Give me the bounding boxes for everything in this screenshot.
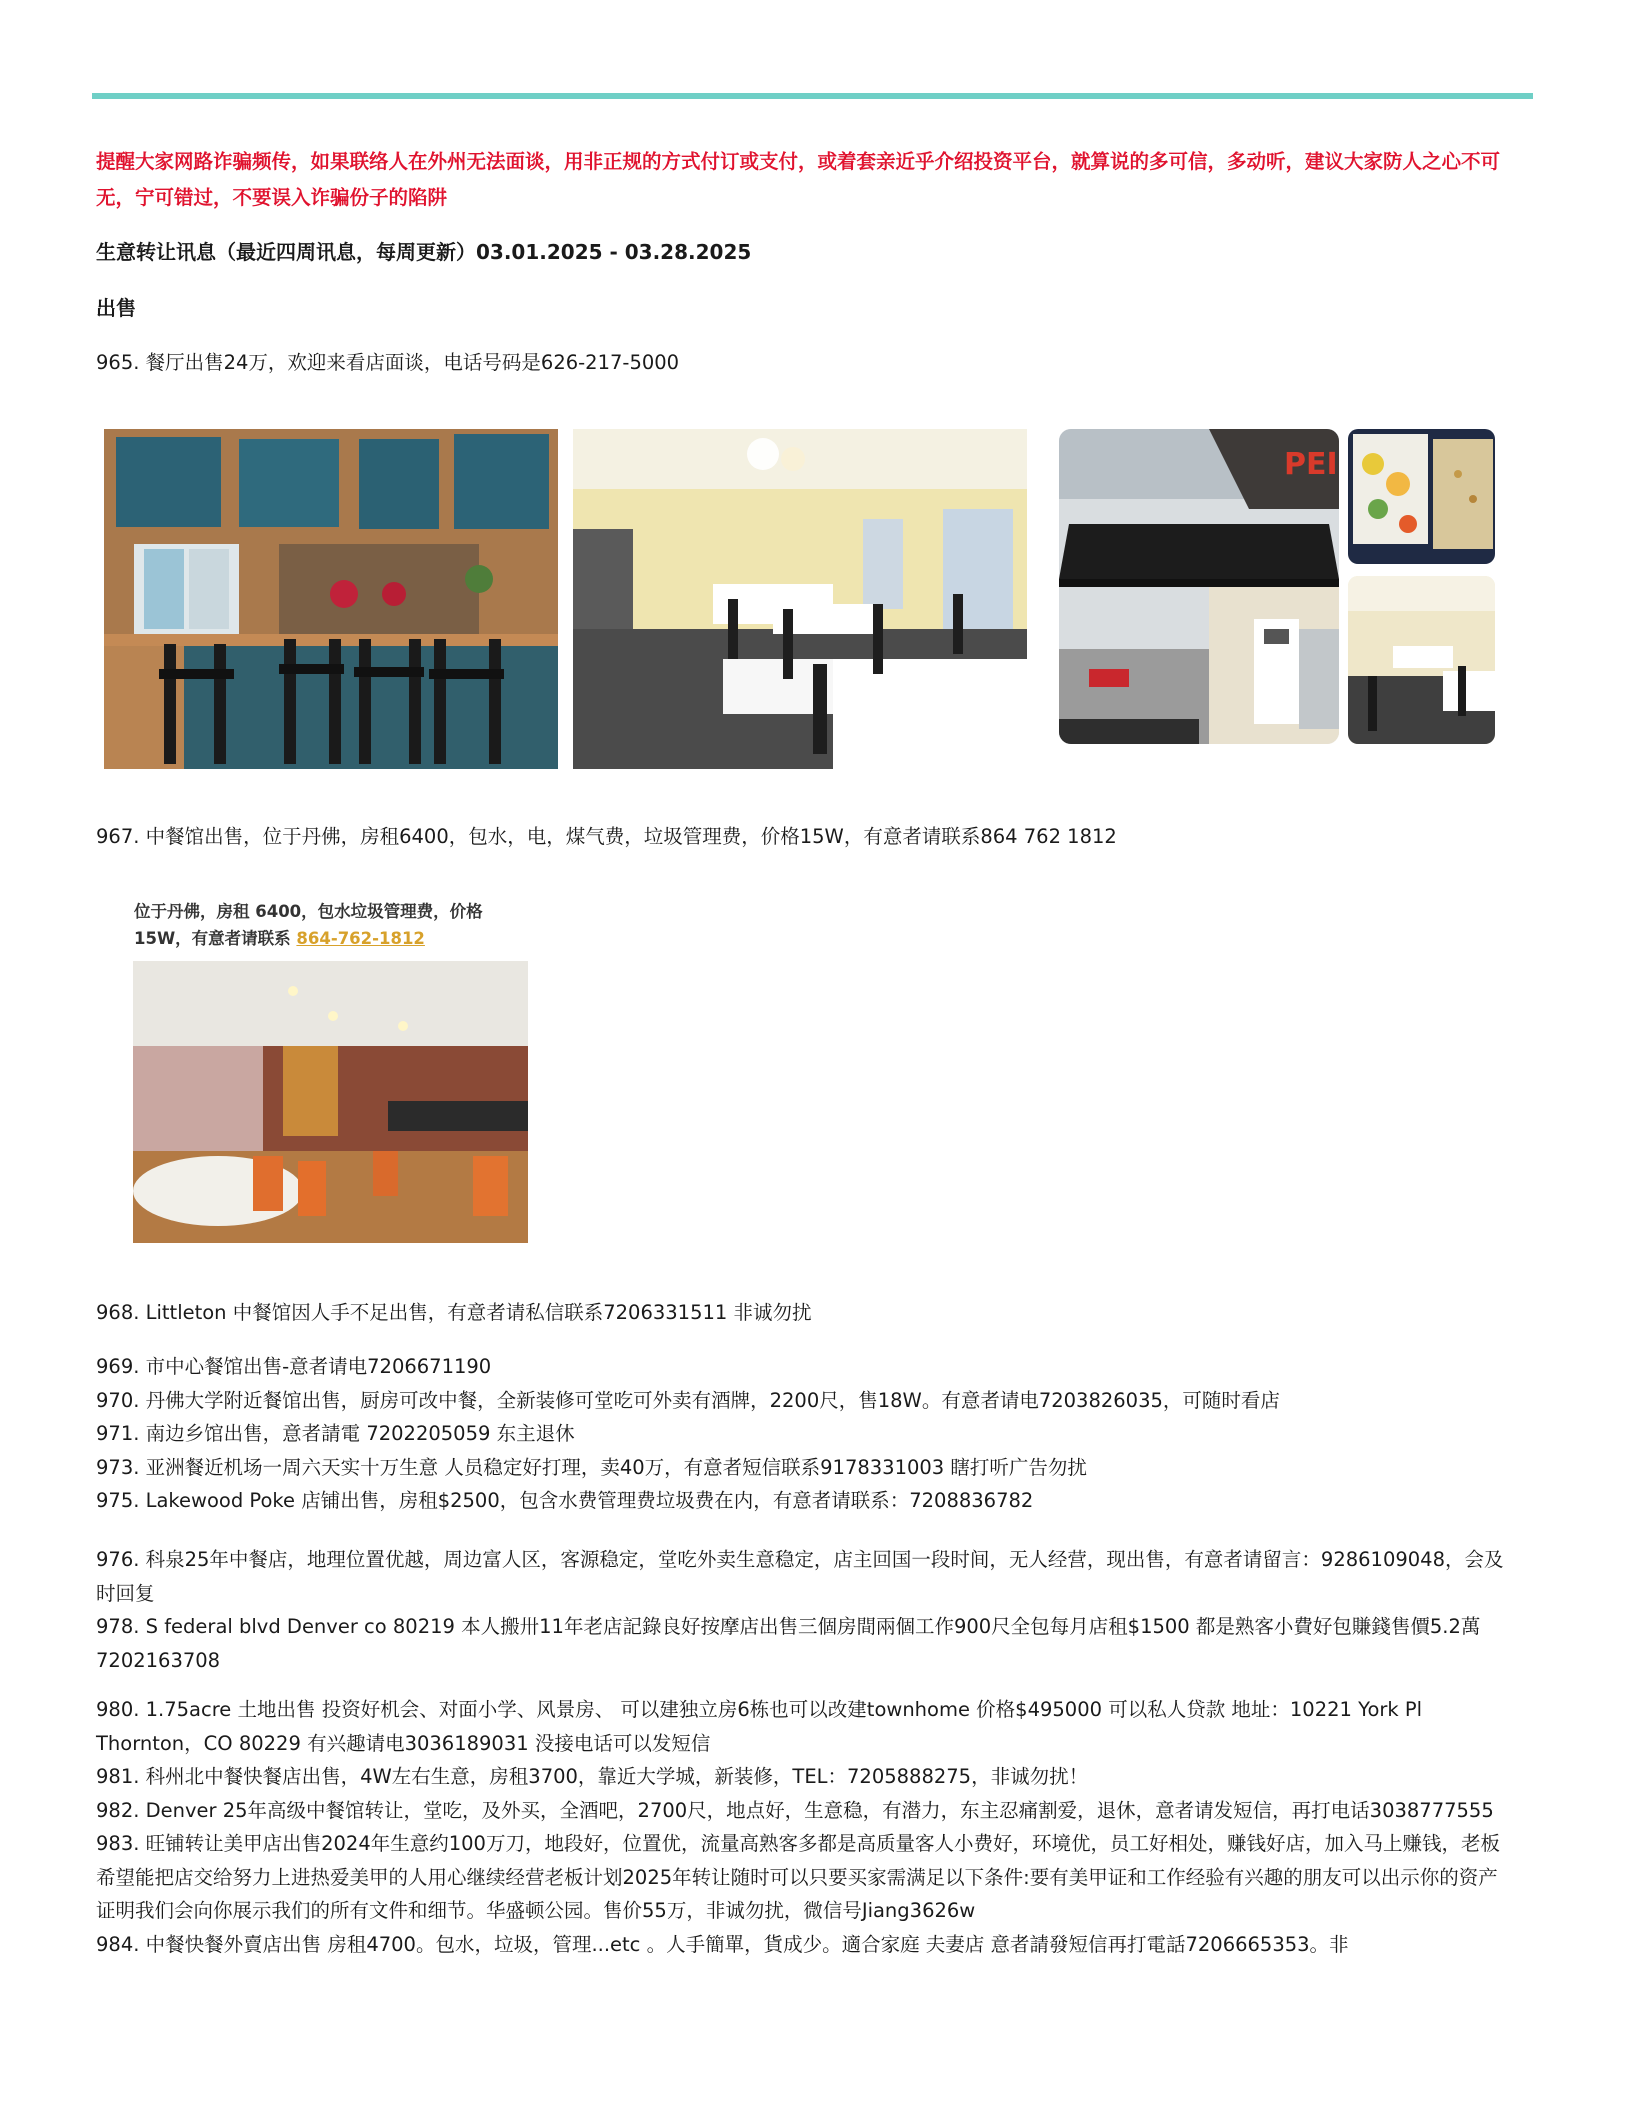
listing-984: 984. 中餐快餐外賣店出售 房租4700。包水，垃圾，管理...etc 。人手簡單，貨成少。適合家庭 夫妻店 意者請發短信再打電話7206665353。非 <box>96 1932 1349 1956</box>
listing-group-2 <box>96 1543 1516 1677</box>
listing-968: 968. Littleton 中餐馆因人手不足出售，有意者请私信联系7206331511 非诚勿扰 <box>96 1301 812 1324</box>
listing-975: 975. Lakewood Poke 店铺出售，房租$2500，包含水费管理费垃圾费在内，有意者请联系：7208836782 <box>96 1489 1034 1512</box>
listing-983: 983. 旺铺转让美甲店出售2024年生意约100万刀，地段好，位置优，流量高熟客多都是高质量客人小费好，环境优，员工好相处，赚钱好店，加入马上赚钱，老板希望能把店交给努力上进热爱美甲的人用心继续经营老板计划2025年转让随时可以只要买家需满足以下条件:要有美甲证和工作经验有兴趣的朋友可以出示你的资产证明我们会向你展示我们的所有文件和细节。华盛顿公园。售价55万，非诚勿扰，微信号Jiang3626w <box>96 1832 1500 1922</box>
exterior-photo <box>1059 429 1339 744</box>
dining-room-photo <box>573 429 1027 769</box>
fraud-warning: 提醒大家网路诈骗频传，如果联络人在外州无法面谈，用非正规的方式付订或支付，或着套亲近乎介绍投资平台，就算说的多可信，多动听，建议大家防人之心不可无，宁可错过，不要误入诈骗份子的陷阱 <box>96 150 1501 209</box>
listing-976: 976. 科泉25年中餐店，地理位置优越，周边富人区，客源稳定，堂吃外卖生意稳定，店主回国一段时间，无人经营，现出售，有意者请留言：9286109048，会及时回复 <box>96 1548 1504 1605</box>
small-dining-photo <box>1348 576 1495 744</box>
listing-965: 965. 餐厅出售24万，欢迎来看店面谈，电话号码是626-217-5000 <box>96 351 680 374</box>
listing-group-1 <box>96 1350 1516 1518</box>
ad-caption-text: 15W，有意者请联系 <box>134 929 297 948</box>
listing-973: 973. 亚洲餐近机场一周六天实十万生意 人员稳定好打理，卖40万，有意者短信联系9178331003 瞎打听广告勿扰 <box>96 1455 1087 1479</box>
restaurant-sign: PEI <box>1284 447 1338 482</box>
listing-970: 970. 丹佛大学附近餐馆出售，厨房可改中餐，全新装修可堂吃可外卖有酒牌，2200尺，售18W。有意者请电7203826035，可随时看店 <box>96 1388 1280 1412</box>
listing-971: 971. 南边乡馆出售，意者請電 7202205059 东主退休 <box>96 1422 575 1445</box>
ad-caption-line1: 位于丹佛，房租 6400，包水垃圾管理费，价格 <box>134 902 483 921</box>
bar-photo <box>104 429 558 769</box>
sale-heading: 出售 <box>96 296 136 320</box>
listing-967: 967. 中餐馆出售，位于丹佛，房租6400，包水，电，煤气费，垃圾管理费，价格15W，有意者请联系864 762 1812 <box>96 825 1117 848</box>
listing-980: 980. 1.75acre 土地出售 投资好机会、对面小学、风景房、 可以建独立房6栋也可以改建townhome 价格$495000 可以私人贷款 地址：10221 York Pl Thornton，CO 80229 有兴趣请电3036189031 没接电话可以发短信 <box>96 1698 1423 1755</box>
listing-group-3 <box>96 1693 1516 1961</box>
ad-phone-link[interactable]: 864-762-1812 <box>296 929 425 948</box>
listing-978: 978. S federal blvd Denver co 80219 本人搬卅11年老店記錄良好按摩店出售三個房間兩個工作900尺全包每月店租$1500 都是熟客小費好包賺錢售價5.2萬7202163708 <box>96 1615 1481 1672</box>
interior-photo <box>133 961 528 1243</box>
listing-969: 969. 市中心餐馆出售-意者请电7206671190 <box>96 1355 492 1378</box>
top-divider <box>92 93 1533 99</box>
food-photo <box>1348 429 1495 564</box>
listing-981: 981. 科州北中餐快餐店出售，4W左右生意，房租3700，靠近大学城，新装修，TEL：7205888275，非诚勿扰！ <box>96 1765 1089 1788</box>
listing-982: 982. Denver 25年高级中餐馆转让，堂吃，及外买，全酒吧，2700尺，地点好，生意稳，有潜力，东主忍痛割爱，退休，意者请发短信，再打电话3038777555 <box>96 1798 1494 1822</box>
ad-caption-line2 <box>134 925 534 952</box>
update-heading: 生意转让讯息（最近四周讯息，每周更新）03.01.2025 - 03.28.2025 <box>96 240 752 264</box>
